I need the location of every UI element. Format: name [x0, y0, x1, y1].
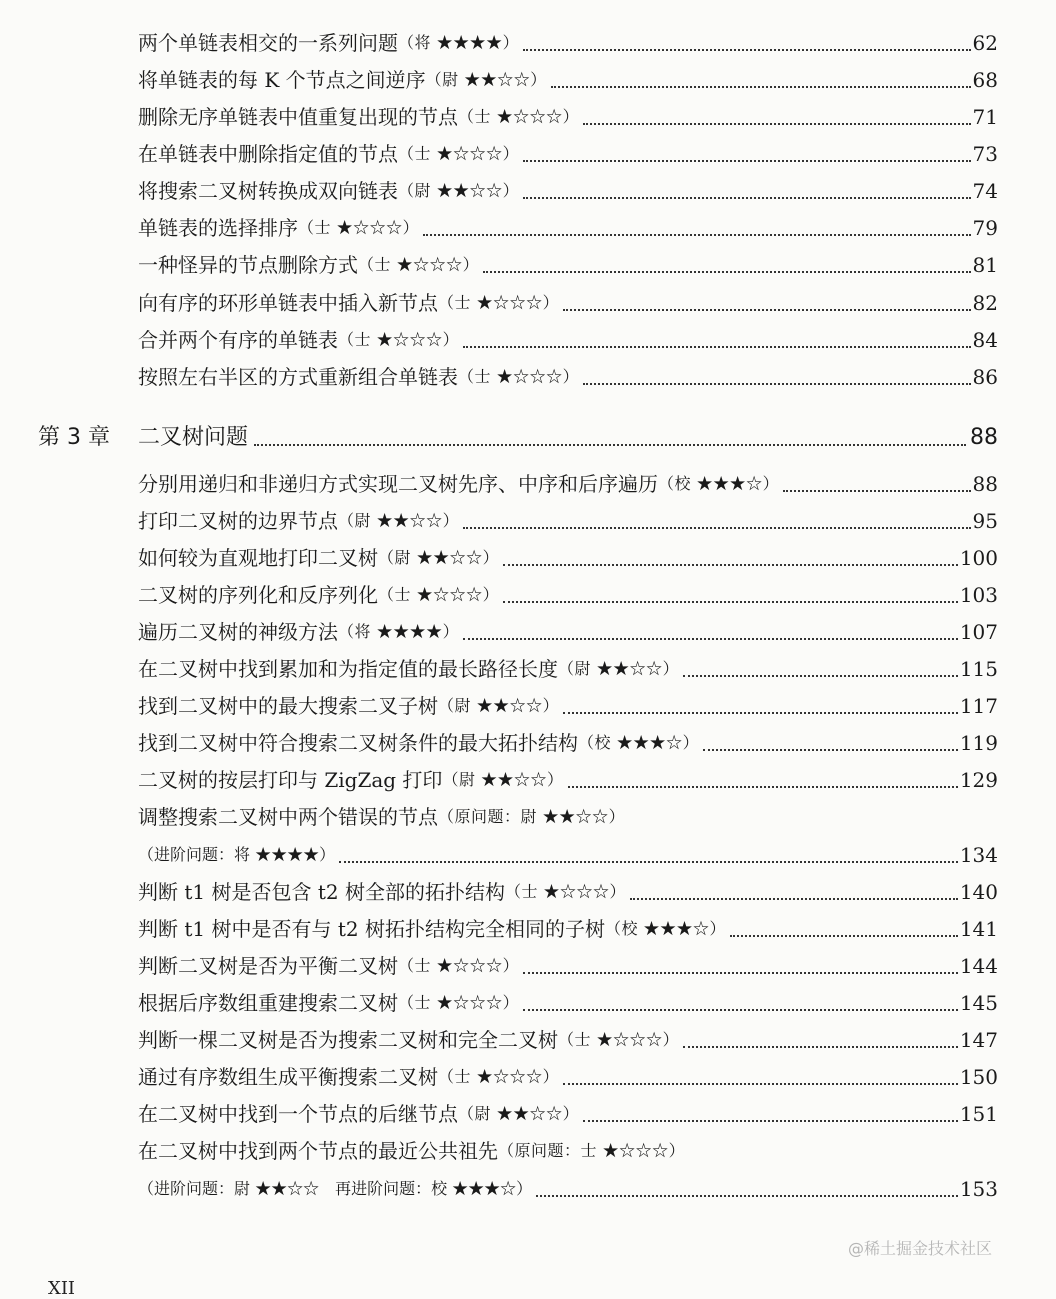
difficulty-rating: （尉 ★★☆☆） [438, 696, 560, 715]
entry-title: 遍历二叉树的神级方法 [138, 620, 338, 644]
dot-leader [563, 712, 958, 714]
dot-leader [523, 1009, 958, 1011]
entry-title: 将搜索二叉树转换成双向链表 [138, 179, 398, 203]
entry-title: 在二叉树中找到累加和为指定值的最长路径长度 [138, 657, 558, 681]
toc-entry[interactable] [138, 986, 998, 1020]
page-number: 95 [972, 509, 998, 533]
page-number: 74 [972, 179, 998, 203]
dot-leader [523, 160, 970, 162]
dot-leader [568, 786, 958, 788]
dot-leader [523, 197, 970, 199]
entry-title: 二叉树的按层打印与 ZigZag 打印 [138, 768, 443, 792]
dot-leader [683, 675, 958, 677]
entry-title: 打印二叉树的边界节点 [138, 509, 338, 533]
entry-title: （进阶问题：将 ★★★★） [138, 845, 336, 864]
dot-leader [683, 1046, 958, 1048]
page-number: 129 [959, 768, 998, 792]
page-number: 71 [972, 105, 998, 129]
entry-title: 合并两个有序的单链表 [138, 328, 338, 352]
dot-leader [463, 346, 970, 348]
dot-leader [503, 601, 958, 603]
toc-entry[interactable] [138, 286, 998, 320]
toc-entry[interactable] [138, 1060, 998, 1094]
toc-entry[interactable] [138, 578, 998, 612]
toc-entry[interactable] [138, 504, 998, 538]
page-number: 84 [972, 328, 998, 352]
chapter-title: 二叉树问题 [138, 425, 249, 450]
entry-title: 将单链表的每 K 个节点之间逆序 [138, 68, 426, 92]
dot-leader [551, 86, 971, 88]
dot-leader [339, 861, 958, 863]
page-folio: XII [48, 1278, 76, 1299]
difficulty-rating: （士 ★☆☆☆） [398, 144, 520, 163]
toc-entry[interactable] [138, 1023, 998, 1057]
entry-title: 向有序的环形单链表中插入新节点 [138, 291, 438, 315]
dot-leader [630, 898, 958, 900]
difficulty-rating: （校 ★★★☆） [604, 919, 727, 938]
difficulty-rating: （士 ★☆☆☆） [358, 255, 480, 274]
entry-title: （进阶问题：尉 ★★☆☆ 再进阶问题：校 ★★★☆） [138, 1179, 533, 1198]
difficulty-rating: （尉 ★★☆☆） [425, 70, 547, 89]
toc-entry-continuation[interactable] [138, 838, 998, 872]
entry-title: 通过有序数组生成平衡搜索二叉树 [138, 1065, 438, 1089]
toc-entry[interactable] [138, 63, 998, 97]
difficulty-rating: （原问题：尉 ★★☆☆） [438, 807, 626, 826]
entry-title: 一种怪异的节点删除方式 [138, 253, 358, 277]
toc-entry[interactable] [138, 467, 998, 501]
difficulty-rating: （士 ★☆☆☆） [504, 882, 627, 901]
toc-entry[interactable] [138, 726, 998, 760]
entry-title: 二叉树的序列化和反序列化 [138, 583, 378, 607]
page-number: 153 [959, 1177, 998, 1201]
dot-leader [463, 527, 970, 529]
chapter-label: 第 3 章 [38, 425, 110, 450]
difficulty-rating: （将 ★★★★） [338, 622, 460, 641]
toc-entry[interactable] [138, 174, 998, 208]
dot-leader [254, 444, 966, 446]
entry-title: 判断二叉树是否为平衡二叉树 [138, 954, 398, 978]
dot-leader [583, 1120, 958, 1122]
entry-title: 删除无序单链表中值重复出现的节点 [138, 105, 458, 129]
dot-leader [523, 49, 970, 51]
entry-title: 调整搜索二叉树中两个错误的节点 [138, 805, 438, 829]
page-number: 73 [972, 142, 998, 166]
difficulty-rating: （士 ★☆☆☆） [438, 1067, 560, 1086]
dot-leader [523, 972, 958, 974]
entry-title: 按照左右半区的方式重新组合单链表 [138, 365, 458, 389]
difficulty-rating: （士 ★☆☆☆） [458, 367, 580, 386]
entry-title: 找到二叉树中符合搜索二叉树条件的最大拓扑结构 [138, 731, 578, 755]
page-number: 88 [972, 472, 998, 496]
toc-entry[interactable] [138, 26, 998, 60]
page-number: 86 [972, 365, 998, 389]
toc-entry[interactable] [138, 100, 998, 134]
difficulty-rating: （校 ★★★☆） [658, 474, 780, 493]
difficulty-rating: （尉 ★★☆☆） [398, 181, 520, 200]
toc-entry[interactable] [138, 360, 998, 394]
difficulty-rating: （将 ★★★★） [398, 33, 520, 52]
entry-title: 判断一棵二叉树是否为搜索二叉树和完全二叉树 [138, 1028, 558, 1052]
toc-entry[interactable] [138, 541, 998, 575]
difficulty-rating: （士 ★☆☆☆） [558, 1030, 680, 1049]
difficulty-rating: （士 ★☆☆☆） [398, 993, 520, 1012]
difficulty-rating: （原问题：士 ★☆☆☆） [498, 1141, 686, 1160]
entry-title: 在二叉树中找到两个节点的最近公共祖先 [138, 1139, 498, 1163]
toc-entry[interactable] [138, 211, 998, 245]
page-number: 79 [972, 216, 998, 240]
entry-title: 找到二叉树中的最大搜索二叉子树 [138, 694, 438, 718]
toc-entry[interactable] [138, 1097, 998, 1131]
dot-leader [583, 383, 970, 385]
page-number: 107 [959, 620, 998, 644]
page-number: 145 [959, 991, 998, 1015]
entry-title: 判断 t1 树中是否有与 t2 树拓扑结构完全相同的子树 [138, 917, 605, 941]
difficulty-rating: （尉 ★★☆☆） [338, 511, 460, 530]
toc-entry[interactable] [138, 137, 998, 171]
entry-title: 根据后序数组重建搜索二叉树 [138, 991, 398, 1015]
difficulty-rating: （士 ★☆☆☆） [398, 956, 520, 975]
page-number: 117 [959, 694, 998, 718]
page-number: 100 [959, 546, 998, 570]
watermark: @稀土掘金技术社区 [848, 1239, 993, 1258]
toc-entry[interactable] [138, 323, 998, 357]
page-number: 119 [959, 731, 998, 755]
difficulty-rating: （士 ★☆☆☆） [438, 293, 560, 312]
toc-entry[interactable] [138, 800, 998, 834]
page-number: 147 [959, 1028, 998, 1052]
entry-title: 分别用递归和非递归方式实现二叉树先序、中序和后序遍历 [138, 472, 658, 496]
toc-entry[interactable] [138, 912, 998, 946]
entry-title: 两个单链表相交的一系列问题 [138, 31, 398, 55]
dot-leader [730, 935, 958, 937]
page-number: 68 [972, 68, 998, 92]
chapter-heading[interactable] [38, 420, 998, 456]
page-number: 140 [959, 880, 998, 904]
page-number: 103 [959, 583, 998, 607]
page-number: 151 [959, 1102, 998, 1126]
dot-leader [703, 749, 958, 751]
dot-leader [783, 490, 970, 492]
toc-entry[interactable] [138, 689, 998, 723]
dot-leader [483, 271, 970, 273]
toc-entry[interactable] [138, 763, 998, 797]
page-number: 150 [959, 1065, 998, 1089]
page-number: 82 [972, 291, 998, 315]
difficulty-rating: （校 ★★★☆） [578, 733, 700, 752]
difficulty-rating: （尉 ★★☆☆） [458, 1104, 580, 1123]
dot-leader [583, 123, 970, 125]
toc-entry[interactable] [138, 875, 998, 909]
toc-entry-continuation[interactable] [138, 1172, 998, 1206]
dot-leader [563, 1083, 958, 1085]
difficulty-rating: （士 ★☆☆☆） [338, 330, 460, 349]
page-number: 115 [959, 657, 998, 681]
toc-entry[interactable] [138, 615, 998, 649]
page-number: 134 [959, 843, 998, 867]
difficulty-rating: （士 ★☆☆☆） [458, 107, 580, 126]
page-number: 81 [972, 253, 998, 277]
toc-entry[interactable] [138, 1134, 998, 1168]
chapter-page-number: 88 [970, 425, 998, 450]
difficulty-rating: （尉 ★★☆☆） [558, 659, 680, 678]
dot-leader [503, 564, 958, 566]
dot-leader [536, 1195, 958, 1197]
difficulty-rating: （士 ★☆☆☆） [298, 218, 420, 237]
toc-entry[interactable] [138, 248, 998, 282]
entry-title: 在单链表中删除指定值的节点 [138, 142, 398, 166]
toc-entry[interactable] [138, 949, 998, 983]
toc-entry[interactable] [138, 652, 998, 686]
dot-leader [463, 638, 958, 640]
entry-title: 单链表的选择排序 [138, 216, 298, 240]
difficulty-rating: （尉 ★★☆☆） [442, 770, 564, 789]
page-number: 141 [959, 917, 998, 941]
page-number: 144 [959, 954, 998, 978]
difficulty-rating: （尉 ★★☆☆） [378, 548, 500, 567]
page-number: 62 [972, 31, 998, 55]
dot-leader [423, 234, 970, 236]
entry-title: 在二叉树中找到一个节点的后继节点 [138, 1102, 458, 1126]
entry-title: 如何较为直观地打印二叉树 [138, 546, 378, 570]
dot-leader [563, 309, 970, 311]
difficulty-rating: （士 ★☆☆☆） [378, 585, 500, 604]
entry-title: 判断 t1 树是否包含 t2 树全部的拓扑结构 [138, 880, 505, 904]
